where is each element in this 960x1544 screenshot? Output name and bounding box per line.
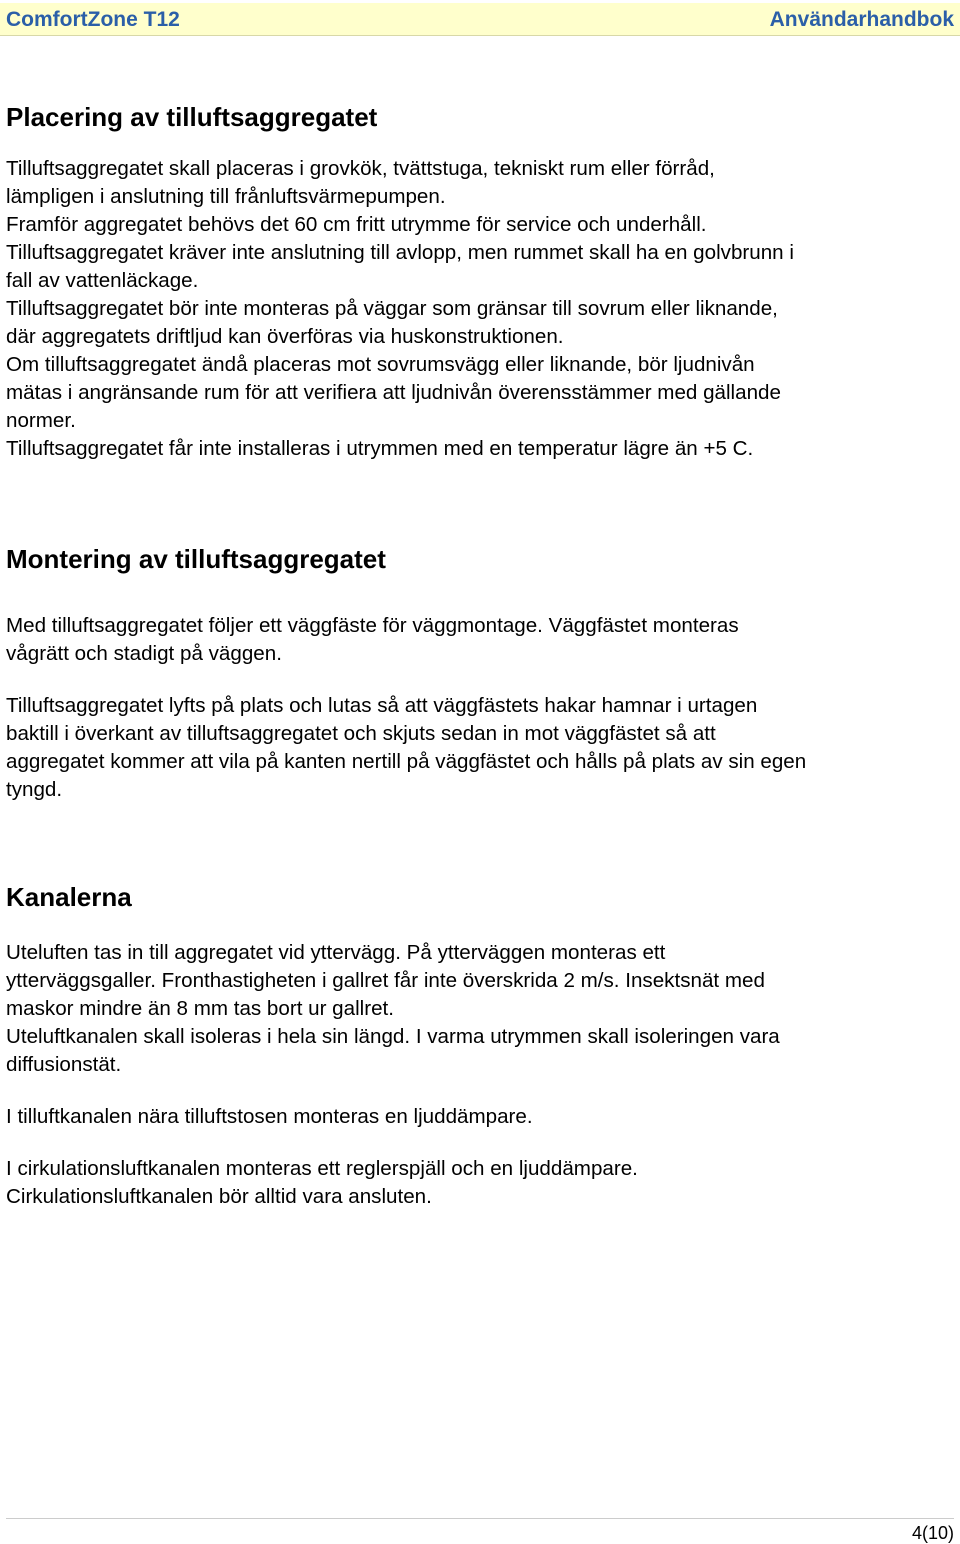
text-line: Tilluftsaggregatet bör inte monteras på väggar som gränsar till sovrum eller liknande, xyxy=(6,297,778,320)
text-line: Tilluftsaggregatet får inte installeras i utrymmen med en temperatur lägre än +5 C. xyxy=(6,437,754,460)
section-heading-montering: Montering av tilluftsaggregatet xyxy=(6,544,386,574)
text-line: aggregatet kommer att vila på kanten nertill på väggfästet och hålls på plats av sin egen xyxy=(6,750,807,773)
text-line: Framför aggregatet behövs det 60 cm fritt utrymme för service och underhåll. xyxy=(6,213,707,236)
section-paragraph xyxy=(6,155,954,463)
text-line: Tilluftsaggregatet kräver inte anslutning till avlopp, men rummet skall ha en golvbrunn i xyxy=(6,241,794,264)
page-header xyxy=(0,3,960,36)
text-line: Om tilluftsaggregatet ändå placeras mot sovrumsvägg eller liknande, bör ljudnivån xyxy=(6,353,755,376)
section-paragraph xyxy=(6,692,954,804)
text-line: baktill i överkant av tilluftsaggregatet och skjuts sedan in mot väggfästet så att xyxy=(6,722,716,745)
product-name: ComfortZone T12 xyxy=(6,8,180,31)
text-line: mätas i angränsande rum för att verifiera att ljudnivån överensstämmer med gällande xyxy=(6,381,781,404)
text-line: normer. xyxy=(6,409,76,432)
section-paragraph xyxy=(6,1155,954,1211)
text-line: tyngd. xyxy=(6,778,63,801)
page-number: 4(10) xyxy=(911,1523,954,1543)
text-line: vågrätt och stadigt på väggen. xyxy=(6,642,282,665)
text-line: där aggregatets driftljud kan överföras via huskonstruktionen. xyxy=(6,325,564,348)
text-line: ytterväggsgaller. Fronthastigheten i gallret får inte överskrida 2 m/s. Insektsnät med xyxy=(6,969,765,992)
text-line: fall av vattenläckage. xyxy=(6,269,199,292)
text-line: maskor mindre än 8 mm tas bort ur gallret. xyxy=(6,997,394,1020)
section-paragraph xyxy=(6,612,954,668)
section-paragraph xyxy=(6,939,954,1079)
text-line: Uteluftkanalen skall isoleras i hela sin längd. I varma utrymmen skall isoleringen vara xyxy=(6,1025,780,1048)
text-line: diffusionstät. xyxy=(6,1053,122,1076)
text-line: Med tilluftsaggregatet följer ett väggfäste för väggmontage. Väggfästet monteras xyxy=(6,614,739,637)
footer-divider xyxy=(6,1518,954,1519)
text-line: I cirkulationsluftkanalen monteras ett reglerspjäll och en ljuddämpare. xyxy=(6,1157,638,1180)
text-line: Uteluften tas in till aggregatet vid yttervägg. På ytterväggen monteras ett xyxy=(6,941,666,964)
section-heading-kanalerna: Kanalerna xyxy=(6,882,132,912)
document-type: Användarhandbok xyxy=(769,8,954,31)
section-heading-placering: Placering av tilluftsaggregatet xyxy=(6,102,378,132)
section-paragraph xyxy=(6,1103,954,1131)
text-line: Tilluftsaggregatet lyfts på plats och lutas så att väggfästets hakar hamnar i urtagen xyxy=(6,694,758,717)
text-line: I tilluftkanalen nära tilluftstosen monteras en ljuddämpare. xyxy=(6,1105,533,1128)
text-line: Tilluftsaggregatet skall placeras i grovkök, tvättstuga, tekniskt rum eller förråd, xyxy=(6,157,715,180)
text-line: Cirkulationsluftkanalen bör alltid vara ansluten. xyxy=(6,1185,432,1208)
text-line: lämpligen i anslutning till frånluftsvärmepumpen. xyxy=(6,185,446,208)
